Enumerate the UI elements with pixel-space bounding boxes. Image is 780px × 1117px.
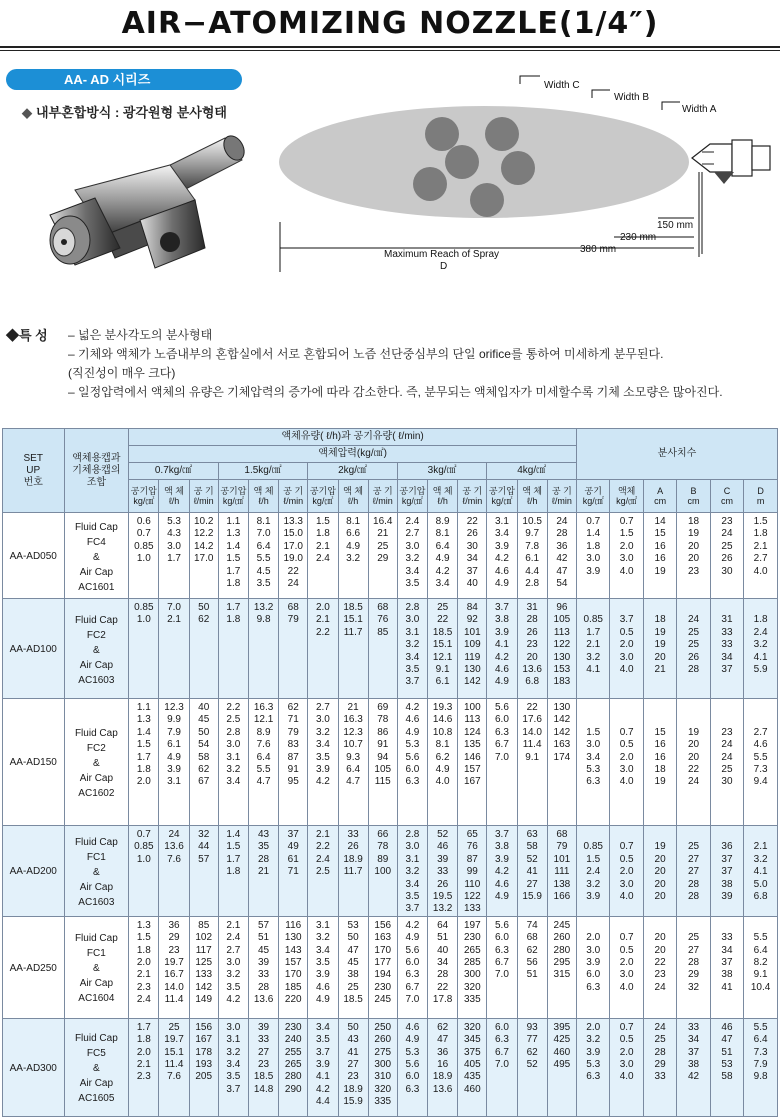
feature-line: – 넓은 분사각도의 분사형태 [68, 328, 213, 342]
liquid-flow-values: 50 43 41 27 23 18.9 15.9 [338, 1018, 368, 1116]
air-pressure-values: 1.7 1.8 [218, 599, 248, 699]
dim-air-values: 0.85 1.7 2.1 3.2 4.1 [577, 599, 610, 699]
liquid-flow-values: 63 58 52 41 27 15.9 [517, 826, 547, 917]
cap-combination: Fluid Cap FC1 & Air Cap AC1603 [64, 826, 129, 917]
air-pressure-values: 1.3 1.5 1.8 2.0 2.1 2.3 2.4 [129, 916, 159, 1018]
liquid-flow-values: 52 46 39 33 26 19.5 13.2 [428, 826, 458, 917]
air-pressure-values: 4.2 4.9 5.6 6.0 6.3 6.7 7.0 [397, 916, 427, 1018]
liquid-flow-values: 8.1 7.0 6.4 5.5 4.5 3.5 [248, 513, 278, 599]
air-flow-values: 395 425 460 495 [547, 1018, 576, 1116]
table-row [3, 699, 778, 826]
page-title: AIR−ATOMIZING NOZZLE(1/4″) [121, 6, 659, 41]
subheader-dim-d: D m [744, 480, 778, 513]
subheader-air-pressure: 공기압 kg/㎠ [129, 480, 159, 513]
subheader-air: 공 기 ℓ/min [458, 480, 487, 513]
dim-a-values: 24 25 28 29 33 [643, 1018, 676, 1116]
table-row [3, 513, 778, 599]
liquid-flow-values: 25 22 18.5 15.1 12.1 9.1 6.1 [428, 599, 458, 699]
liquid-flow-values: 19.3 14.6 10.8 8.1 6.2 4.9 4.0 [428, 699, 458, 826]
header-combination: 액체용캡과 기체용캡의 조합 [64, 429, 129, 513]
dim-liquid-values: 0.7 0.5 2.0 3.0 4.0 [610, 916, 643, 1018]
header-dimensions: 분사치수 [577, 429, 778, 480]
air-pressure-values: 6.0 6.3 6.7 7.0 [487, 1018, 517, 1116]
width-b-label: Width B [614, 92, 650, 103]
dim-a-values: 15 16 16 18 19 [643, 699, 676, 826]
liquid-flow-values: 8.9 8.1 6.4 4.9 4.2 3.4 [428, 513, 458, 599]
air-flow-values: 130 142 142 163 174 [547, 699, 576, 826]
air-flow-values: 156 163 170 177 194 230 245 [368, 916, 397, 1018]
air-pressure-values: 2.1 2.2 2.4 2.5 [308, 826, 338, 917]
air-flow-values: 250 260 275 300 310 320 335 [368, 1018, 397, 1116]
dim-air-values: 0.7 1.4 1.8 3.0 3.9 [577, 513, 610, 599]
subheader-liquid: 액 체 ℓ/h [159, 480, 189, 513]
air-pressure-values: 2.0 2.1 2.2 [308, 599, 338, 699]
feature-line: – 일정압력에서 액체의 유량은 기체압력의 증가에 따라 감소한다. 즉, 분무되는 액체입자가 미세할수록 기체 소모량은 많아진다. [68, 385, 723, 399]
cap-combination: Fluid Cap FC2 & Air Cap AC1603 [64, 599, 129, 699]
feature-line: (직진성이 매우 크다) [68, 366, 176, 380]
header-pressure-0-7: 0.7kg/㎠ [129, 463, 219, 480]
dim-d-values: 5.5 6.4 8.2 9.1 10.4 [744, 916, 778, 1018]
liquid-flow-values: 22 17.6 14.0 11.4 9.1 [517, 699, 547, 826]
feature-line: – 기체와 액체가 노즘내부의 혼합실에서 서로 혼합되어 노즘 선단중심부의 단일 orifice를 통하여 미세하게 분무된다. [68, 347, 664, 361]
dim-liquid-values: 3.7 0.5 2.0 3.0 4.0 [610, 599, 643, 699]
header-pressure-4: 4kg/㎠ [487, 463, 577, 480]
liquid-flow-values: 39 33 27 23 18.5 14.8 [248, 1018, 278, 1116]
air-flow-values: 24 28 36 42 47 54 [547, 513, 576, 599]
table-row [3, 916, 778, 1018]
air-flow-values: 100 113 124 135 146 157 167 [458, 699, 487, 826]
subheader-air-pressure: 공기압 kg/㎠ [308, 480, 338, 513]
dim-b-values: 24 25 25 26 28 [677, 599, 710, 699]
air-flow-values: 96 105 113 122 130 153 183 [547, 599, 576, 699]
cap-combination: Fluid Cap FC5 & Air Cap AC1605 [64, 1018, 129, 1116]
air-flow-values: 68 79 [279, 599, 308, 699]
dim-c-values: 31 33 33 34 37 [710, 599, 743, 699]
dim-air-values: 2.0 3.0 3.9 6.0 6.3 [577, 916, 610, 1018]
dim-liquid-values: 0.7 0.5 2.0 3.0 4.0 [610, 826, 643, 917]
air-pressure-values: 3.7 3.8 3.9 4.2 4.6 4.9 [487, 826, 517, 917]
liquid-flow-values: 13.2 9.8 [248, 599, 278, 699]
air-flow-values: 16.4 21 25 29 [368, 513, 397, 599]
title-rule-top [0, 46, 780, 48]
air-pressure-values: 1.1 1.3 1.4 1.5 1.7 1.8 2.0 [129, 699, 159, 826]
nozzle-icon [692, 140, 770, 184]
table-row [3, 599, 778, 699]
liquid-flow-values: 24 13.6 7.6 [159, 826, 189, 917]
subheader-dim-a: A cm [643, 480, 676, 513]
dim-230-label: 230 mm [620, 232, 657, 243]
liquid-flow-values: 8.1 6.6 4.9 3.2 [338, 513, 368, 599]
dim-c-values: 33 34 37 38 41 [710, 916, 743, 1018]
setup-number: AA-AD300 [3, 1018, 65, 1116]
header-flow: 액체유량( ℓ/h)과 공기유량( ℓ/min) [129, 429, 577, 446]
dim-liquid-values: 0.7 0.5 2.0 3.0 4.0 [610, 1018, 643, 1116]
subheader-air: 공 기 ℓ/min [368, 480, 397, 513]
dim-c-values: 23 24 25 26 30 [710, 513, 743, 599]
dim-air-values: 2.0 3.2 3.9 5.3 6.3 [577, 1018, 610, 1116]
header-pressure-1-5: 1.5kg/㎠ [218, 463, 308, 480]
header-pressure-3: 3kg/㎠ [397, 463, 487, 480]
air-flow-values: 85 102 117 125 133 142 149 [189, 916, 218, 1018]
air-flow-values: 68 76 85 [368, 599, 397, 699]
air-flow-values: 37 49 61 71 [279, 826, 308, 917]
spray-diagram [262, 72, 774, 282]
spray-type-text: 내부혼합방식 : 광각원형 분사형태 [36, 105, 227, 120]
cap-combination: Fluid Cap FC2 & Air Cap AC1602 [64, 699, 129, 826]
dim-380-label: 380 mm [580, 244, 617, 255]
subheader-dim-liquid: 액체 kg/㎠ [610, 480, 643, 513]
spray-type-heading [22, 102, 227, 121]
air-pressure-values: 2.8 3.0 3.1 3.2 3.4 3.5 3.7 [397, 599, 427, 699]
setup-number: AA-AD250 [3, 916, 65, 1018]
diamond-bullet-icon: ◆ [22, 105, 32, 120]
dim-a-values: 19 20 20 20 20 [643, 826, 676, 917]
air-pressure-values: 2.4 2.7 3.0 3.2 3.4 3.5 [397, 513, 427, 599]
air-flow-values: 197 230 265 285 300 320 335 [458, 916, 487, 1018]
liquid-flow-values: 57 51 45 39 33 28 13.6 [248, 916, 278, 1018]
liquid-flow-values: 31 28 26 23 20 13.6 6.8 [517, 599, 547, 699]
air-pressure-values: 0.85 1.0 [129, 599, 159, 699]
dim-d-values: 2.7 4.6 5.5 7.3 9.4 [744, 699, 778, 826]
air-flow-values: 22 26 30 34 37 40 [458, 513, 487, 599]
air-pressure-values: 5.6 6.0 6.3 6.7 7.0 [487, 916, 517, 1018]
max-reach-label: Maximum Reach of Spray [384, 249, 500, 260]
dim-a-values: 14 15 16 16 19 [643, 513, 676, 599]
air-flow-values: 13.3 15.0 17.0 19.0 22 24 [279, 513, 308, 599]
subheader-liquid: 액 체 ℓ/h [248, 480, 278, 513]
liquid-flow-values: 36 29 23 19.7 16.7 14.0 11.4 [159, 916, 189, 1018]
subheader-liquid: 액 체 ℓ/h [517, 480, 547, 513]
air-pressure-values: 0.7 0.85 1.0 [129, 826, 159, 917]
dim-b-values: 25 27 27 28 28 [677, 826, 710, 917]
air-pressure-values: 3.1 3.2 3.4 3.5 3.9 4.6 4.9 [308, 916, 338, 1018]
liquid-flow-values: 18.5 15.1 11.7 [338, 599, 368, 699]
subheader-air: 공 기 ℓ/min [189, 480, 218, 513]
air-flow-values: 65 76 87 99 110 122 133 [458, 826, 487, 917]
subheader-air-pressure: 공기압 kg/㎠ [218, 480, 248, 513]
setup-number: AA-AD200 [3, 826, 65, 917]
air-pressure-values: 2.1 2.4 2.7 3.0 3.2 3.5 4.2 [218, 916, 248, 1018]
setup-number: AA-AD100 [3, 599, 65, 699]
features-list [68, 326, 723, 402]
table-row [3, 826, 778, 917]
subheader-dim-c: C cm [710, 480, 743, 513]
air-flow-values: 66 78 89 100 [368, 826, 397, 917]
air-flow-values: 50 62 [189, 599, 218, 699]
subheader-air: 공 기 ℓ/min [547, 480, 576, 513]
title-rule-bottom [0, 50, 780, 51]
dim-air-values: 0.85 1.5 2.4 3.2 3.9 [577, 826, 610, 917]
air-flow-values: 69 78 86 91 94 105 115 [368, 699, 397, 826]
subheader-dim-b: B cm [677, 480, 710, 513]
subheader-air-pressure: 공기압 kg/㎠ [487, 480, 517, 513]
dim-a-values: 18 19 19 20 21 [643, 599, 676, 699]
dim-c-values: 46 47 51 53 58 [710, 1018, 743, 1116]
subheader-liquid: 액 체 ℓ/h [428, 480, 458, 513]
setup-number: AA-AD050 [3, 513, 65, 599]
liquid-flow-values: 33 26 18.9 11.7 [338, 826, 368, 917]
liquid-flow-values: 21 16.3 12.3 10.7 9.3 6.4 4.7 [338, 699, 368, 826]
cap-combination: Fluid Cap FC4 & Air Cap AC1601 [64, 513, 129, 599]
header-pressure-2: 2kg/㎠ [308, 463, 398, 480]
liquid-flow-values: 74 68 62 56 51 [517, 916, 547, 1018]
liquid-flow-values: 25 19.7 15.1 11.4 7.6 [159, 1018, 189, 1116]
air-pressure-values: 3.7 3.8 3.9 4.1 4.2 4.6 4.9 [487, 599, 517, 699]
liquid-flow-values: 12.3 9.9 7.9 6.1 4.9 3.9 3.1 [159, 699, 189, 826]
max-reach-symbol: D [440, 261, 448, 272]
air-flow-values: 32 44 57 [189, 826, 218, 917]
setup-number: AA-AD150 [3, 699, 65, 826]
dim-d-values: 1.5 1.8 2.1 2.7 4.0 [744, 513, 778, 599]
nozzle-body [50, 132, 248, 268]
nozzle-photo [20, 130, 260, 295]
subheader-liquid: 액 체 ℓ/h [338, 480, 368, 513]
liquid-flow-values: 7.0 2.1 [159, 599, 189, 699]
liquid-flow-values: 64 51 40 34 28 22 17.8 [428, 916, 458, 1018]
liquid-flow-values: 16.3 12.1 8.9 7.6 6.4 5.5 4.7 [248, 699, 278, 826]
features-heading: ◆특 성 [6, 328, 48, 343]
air-flow-values: 68 79 101 111 138 166 [547, 826, 576, 917]
air-flow-values: 320 345 375 405 435 460 [458, 1018, 487, 1116]
spec-table [2, 428, 778, 1117]
width-a-label: Width A [682, 104, 717, 115]
liquid-flow-values: 5.3 4.3 3.0 1.7 [159, 513, 189, 599]
dim-d-values: 1.8 2.4 3.2 4.1 5.9 [744, 599, 778, 699]
air-pressure-values: 1.7 1.8 2.0 2.1 2.3 [129, 1018, 159, 1116]
dim-air-values: 1.5 3.0 3.4 5.3 6.3 [577, 699, 610, 826]
dim-d-values: 2.1 3.2 4.1 5.0 6.8 [744, 826, 778, 917]
air-flow-values: 230 240 255 265 280 290 [279, 1018, 308, 1116]
dim-150-label: 150 mm [657, 220, 694, 231]
dim-c-values: 36 37 37 38 39 [710, 826, 743, 917]
liquid-flow-values: 43 35 28 21 [248, 826, 278, 917]
width-c-label: Width C [544, 80, 580, 91]
dim-b-values: 33 34 37 38 42 [677, 1018, 710, 1116]
air-pressure-values: 3.1 3.4 3.9 4.2 4.6 4.9 [487, 513, 517, 599]
liquid-flow-values: 53 50 47 45 38 25 18.5 [338, 916, 368, 1018]
table-row [3, 1018, 778, 1116]
dim-b-values: 19 20 20 22 24 [677, 699, 710, 826]
header-liquid-pressure: 액체압력(kg/㎠) [129, 446, 577, 463]
air-pressure-values: 5.6 6.0 6.3 6.7 7.0 [487, 699, 517, 826]
air-flow-values: 156 167 178 193 205 [189, 1018, 218, 1116]
air-pressure-values: 0.6 0.7 0.85 1.0 [129, 513, 159, 599]
dim-b-values: 25 27 28 29 32 [677, 916, 710, 1018]
liquid-flow-values: 62 47 36 16 18.9 13.6 [428, 1018, 458, 1116]
dim-c-values: 23 24 24 25 30 [710, 699, 743, 826]
subheader-air: 공 기 ℓ/min [279, 480, 308, 513]
dim-liquid-values: 0.7 0.5 2.0 3.0 4.0 [610, 699, 643, 826]
air-pressure-values: 1.5 1.8 2.1 2.4 [308, 513, 338, 599]
air-flow-values: 40 45 50 54 58 62 67 [189, 699, 218, 826]
dim-liquid-values: 0.7 1.5 2.0 3.0 4.0 [610, 513, 643, 599]
air-pressure-values: 3.0 3.1 3.2 3.4 3.5 3.7 [218, 1018, 248, 1116]
air-pressure-values: 2.2 2.5 2.8 3.0 3.1 3.2 3.4 [218, 699, 248, 826]
air-pressure-values: 2.8 3.0 3.1 3.2 3.4 3.5 3.7 [397, 826, 427, 917]
air-flow-values: 245 260 280 295 315 [547, 916, 576, 1018]
dim-b-values: 18 19 20 20 23 [677, 513, 710, 599]
air-flow-values: 116 130 143 157 170 185 220 [279, 916, 308, 1018]
cap-combination: Fluid Cap FC1 & Air Cap AC1604 [64, 916, 129, 1018]
air-pressure-values: 4.2 4.6 4.9 5.3 5.6 6.0 6.3 [397, 699, 427, 826]
air-pressure-values: 2.7 3.0 3.2 3.4 3.5 3.9 4.2 [308, 699, 338, 826]
air-flow-values: 10.2 12.2 14.2 17.0 [189, 513, 218, 599]
air-pressure-values: 3.4 3.5 3.7 3.9 4.1 4.2 4.4 [308, 1018, 338, 1116]
air-pressure-values: 1.1 1.3 1.4 1.5 1.7 1.8 [218, 513, 248, 599]
air-pressure-values: 1.4 1.5 1.7 1.8 [218, 826, 248, 917]
series-pill: AA- AD 시리즈 [6, 69, 242, 90]
dim-a-values: 20 20 22 23 24 [643, 916, 676, 1018]
header-setup: SET UP 번호 [3, 429, 65, 513]
air-pressure-values: 4.6 4.9 5.3 5.6 6.0 6.3 [397, 1018, 427, 1116]
liquid-flow-values: 10.5 9.7 7.8 6.1 4.4 2.8 [517, 513, 547, 599]
subheader-dim-air: 공기 kg/㎠ [577, 480, 610, 513]
dim-d-values: 5.5 6.4 7.3 7.9 9.8 [744, 1018, 778, 1116]
air-flow-values: 62 71 79 83 87 91 95 [279, 699, 308, 826]
subheader-air-pressure: 공기압 kg/㎠ [397, 480, 427, 513]
liquid-flow-values: 93 77 62 52 [517, 1018, 547, 1116]
air-flow-values: 84 92 101 109 119 130 142 [458, 599, 487, 699]
